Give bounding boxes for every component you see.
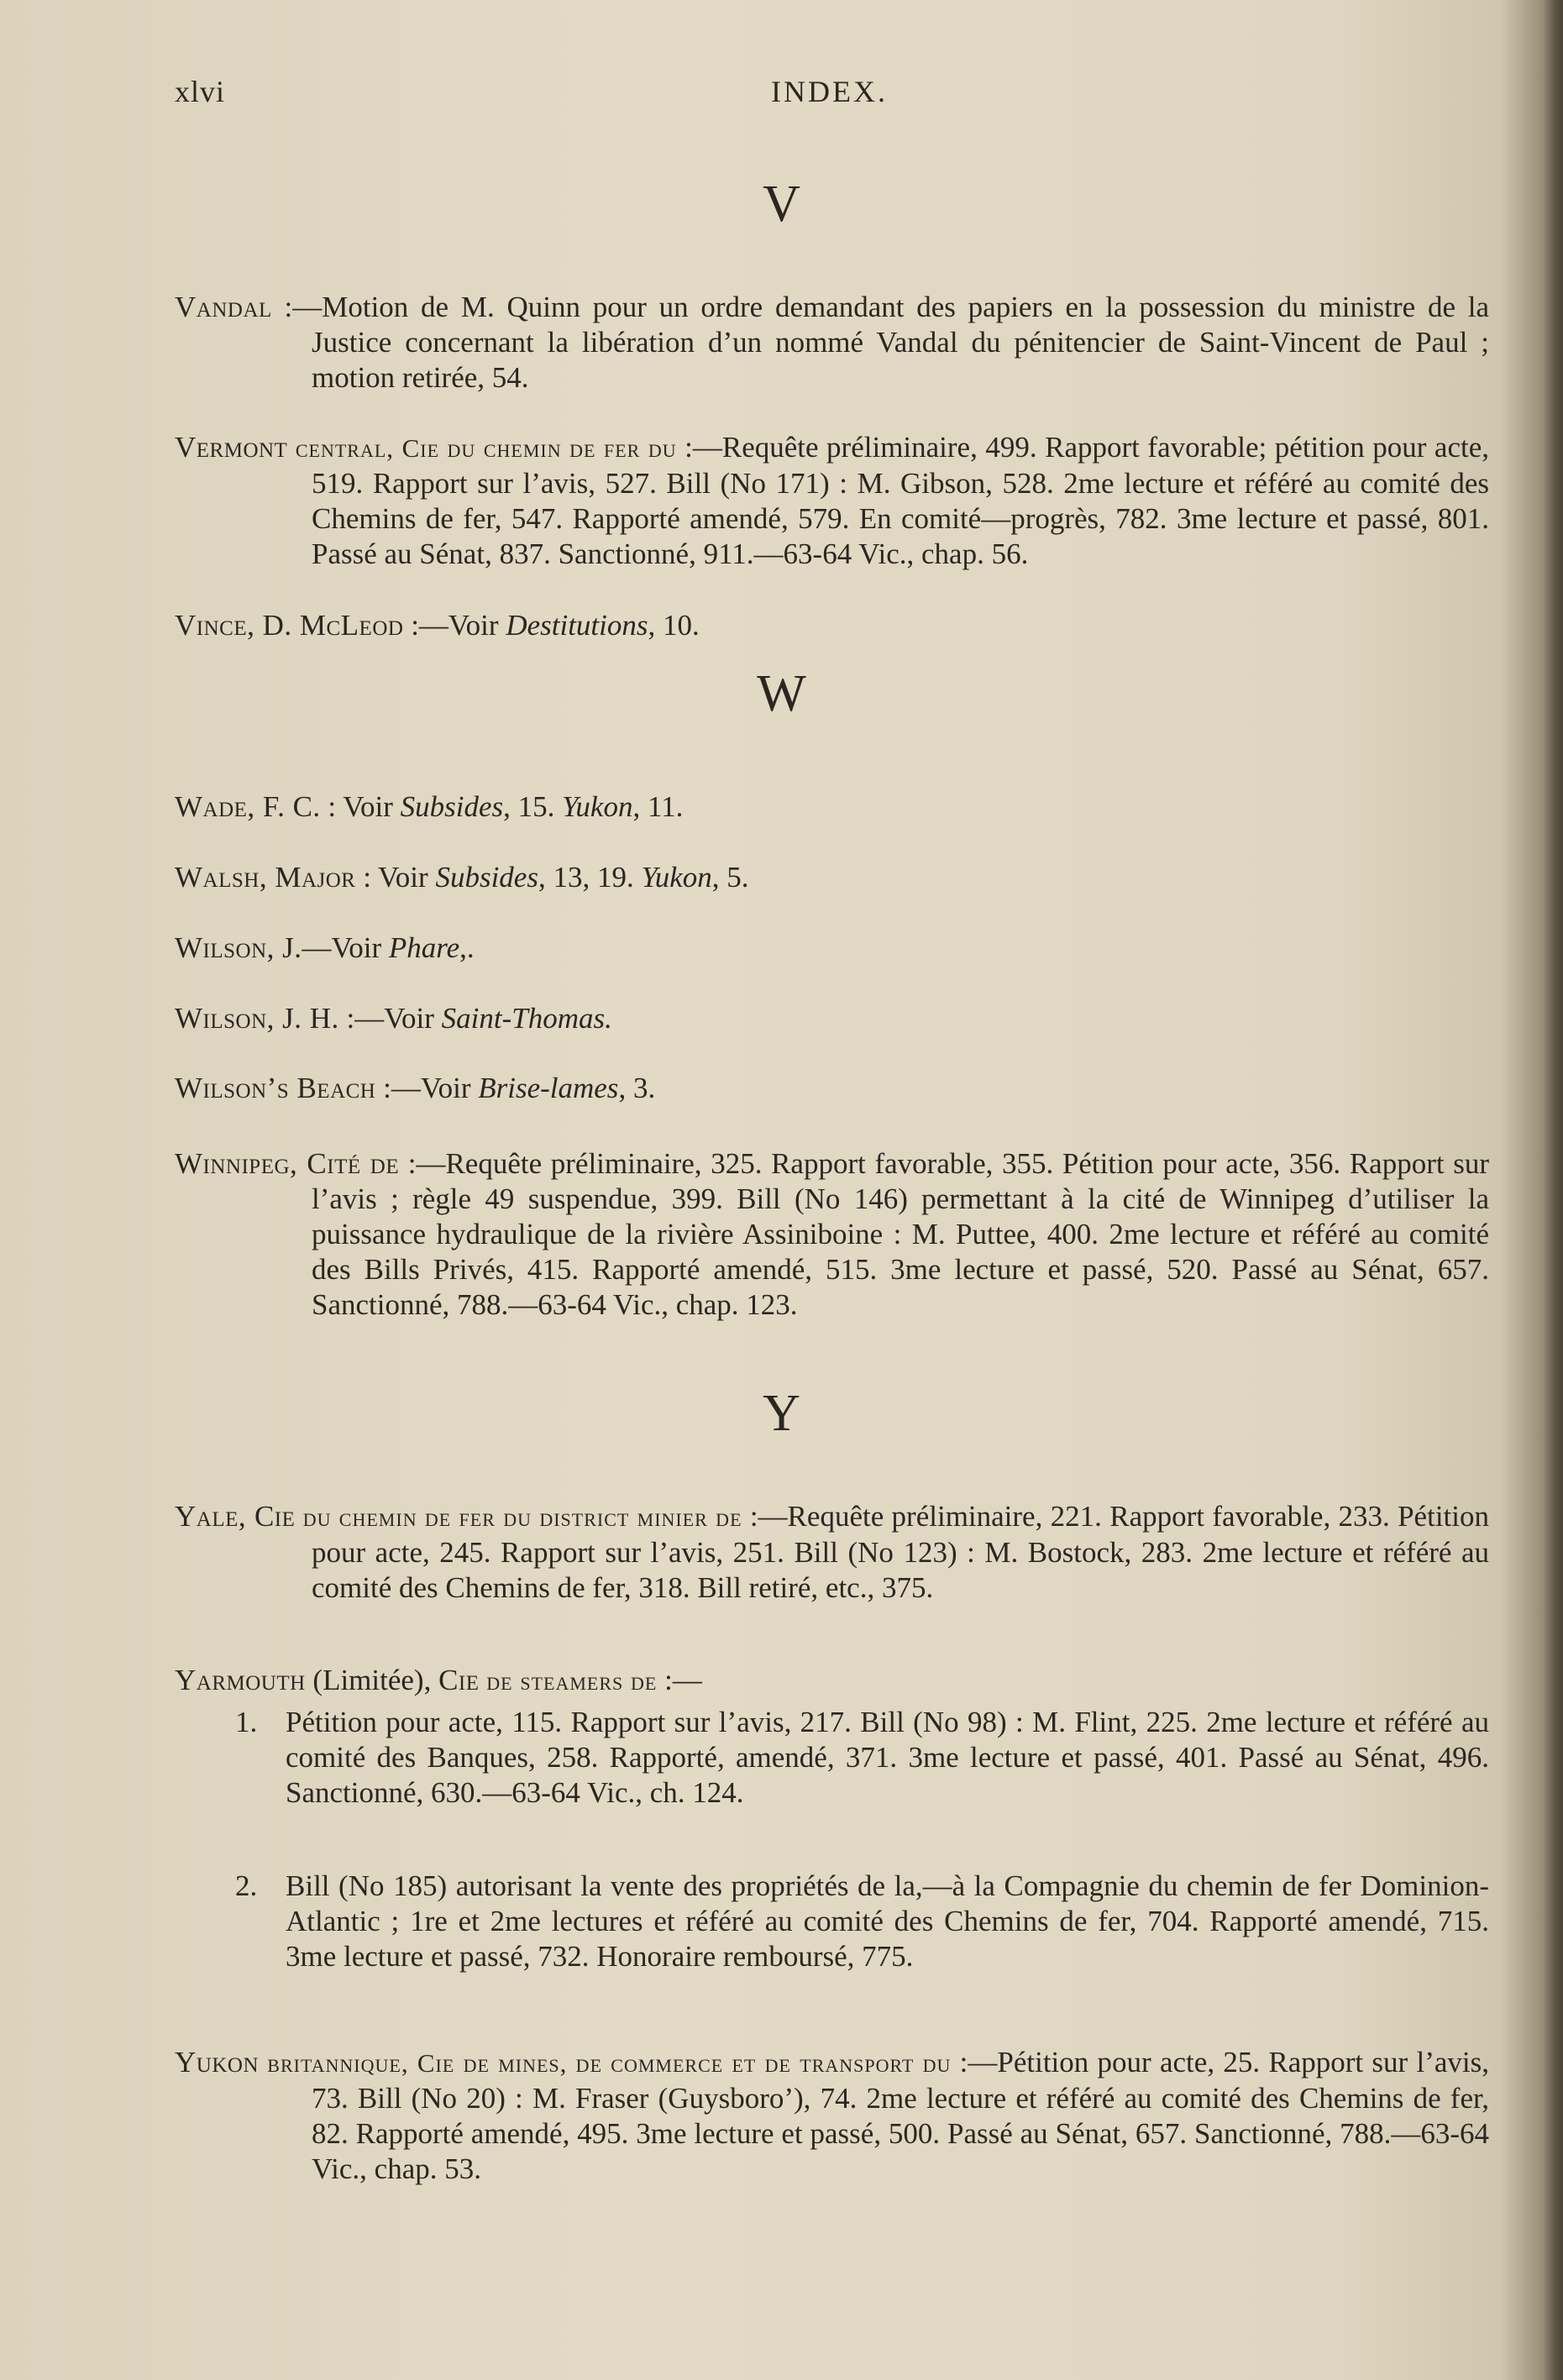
section-letter-w: W (757, 665, 806, 722)
index-entry-wilson-jh (175, 1001, 1489, 1036)
subentry-text: Pétition pour acte, 115. Rapport sur l’avis, 217. Bill (No 98) : M. Flint, 225. 2me lecture et référé au comité des Banques, 258. Rapporté, amendé, 371. 3me lecture et passé, 401. Passé au Sénat, 496. Sanctionné, 630.—63-64 Vic., ch. 124. (286, 1706, 1489, 1809)
entry-heading: Vermont (175, 431, 288, 464)
entry-heading: Yarmouth (175, 1664, 306, 1696)
cross-reference: Yukon (562, 790, 633, 823)
index-subentry-1 (235, 1705, 1489, 1811)
section-letter-y: Y (763, 1385, 800, 1442)
cross-reference: Saint-Thomas. (441, 1002, 612, 1035)
entry-body-end: , 11. (632, 790, 684, 823)
entry-heading-rest: britannique, Cie de mines, de commerce et de transport du (259, 2048, 952, 2078)
entry-heading: Walsh, Major (175, 861, 356, 894)
entry-body: :—Voir (375, 1072, 479, 1104)
running-head (175, 74, 1485, 116)
page-title: INDEX. (771, 75, 888, 108)
index-entry-yarmouth (175, 1663, 1489, 1699)
entry-heading: Wilson’s Beach (175, 1072, 376, 1104)
index-entry-vince (175, 608, 1489, 643)
entry-body: :—Requête préliminaire, 499. Rapport favorable; pétition pour acte, 519. Rapport sur l’avis, 527. Bill (No 171) : M. Gibson, 528. 2me lecture et référé au comité des Chemins de fer, 547. Rapporté amendé, 579. En comité—progrès, 782. 3me lecture et passé, 801. Passé au Sénat, 837. Sanctionné, 911.—63-64 Vic., chap. 56. (312, 431, 1490, 570)
entry-heading-rest: du chemin de fer du district minier de (295, 1502, 742, 1532)
entry-body-mid: (Limitée), (305, 1664, 439, 1696)
index-entry-vandal (175, 290, 1489, 396)
entry-heading: Vandal (175, 291, 272, 323)
entry-heading: Wilson, J. (175, 931, 302, 964)
index-entry-walsh (175, 860, 1489, 895)
cross-reference: Yukon (641, 861, 712, 894)
index-subentry-2 (235, 1869, 1489, 1974)
entry-heading-rest: de steamers de (479, 1666, 658, 1696)
entry-heading: Yukon (175, 2046, 259, 2079)
index-entry-vermont-central (175, 430, 1489, 572)
cross-reference: Subsides (400, 790, 504, 823)
entry-body: :—Requête préliminaire, 221. Rapport favorable, 233. Pétition pour acte, 245. Rapport sur l’avis, 251. Bill (No 123) : M. Bostock, 283. 2me lecture et référé au comité des Chemins de fer, 318. Bill retiré, etc., 375. (312, 1500, 1489, 1604)
cross-reference: Destitutions (506, 609, 648, 642)
page-number: xlvi (175, 75, 226, 108)
entry-body: :—Voir (338, 1002, 442, 1035)
entry-heading: Wilson, J. H. (175, 1002, 339, 1035)
entry-body: :—Voir (403, 609, 506, 642)
book-spine-shadow (1545, 0, 1563, 2380)
entry-body-mid: , 15. (503, 790, 563, 823)
subentry-number: 1. (235, 1706, 258, 1738)
index-entry-wilsons-beach (175, 1071, 1489, 1106)
entry-body: :—Requête préliminaire, 325. Rapport favorable, 355. Pétition pour acte, 356. Rapport sur l’avis ; règle 49 suspendue, 399. Bill (No 146) permettant à la cité de Winnipeg d’utiliser la puissance hydraulique de la rivière Assiniboine : M. Puttee, 400. 2me lecture et référé au comité des Bills Privés, 415. Rapporté amendé, 515. 3me lecture et passé, 520. Passé au Sénat, 657. Sanctionné, 788.—63-64 Vic., chap. 123. (312, 1147, 1489, 1321)
index-entry-wilson-j (175, 931, 1489, 966)
subentry-text: Bill (No 185) autorisant la vente des propriétés de la,—à la Compagnie du chemin de fer Dominion-Atlantic ; 1re et 2me lectures et référé au comité des Chemins de fer, 704. Rapporté amendé, 715. 3me lecture et passé, 732. Honoraire remboursé, 775. (286, 1869, 1489, 1973)
entry-body: : Voir (320, 790, 401, 823)
entry-heading: Vince, D. McLeod (175, 609, 404, 642)
entry-body: :—Motion de M. Quinn pour un ordre demandant des papiers en la possession du ministre de la Justice concernant la libération d’un nommé Vandal du pénitencier de Saint-Vincent de Paul ; motion retirée, 54. (271, 291, 1489, 394)
entry-body-end: , 10. (648, 609, 700, 642)
subentry-number: 2. (235, 1869, 258, 1902)
entry-heading: Winnipeg, Cité de (175, 1147, 400, 1180)
index-entry-winnipeg (175, 1146, 1489, 1323)
index-entry-yukon (175, 2045, 1489, 2187)
entry-body-mid: , 13, 19. (538, 861, 642, 894)
cross-reference: Brise-lames (478, 1072, 619, 1104)
section-letter-v: V (763, 176, 800, 233)
index-entry-yale (175, 1499, 1489, 1606)
entry-body: :— (657, 1664, 702, 1696)
entry-heading: Wade, F. C. (175, 790, 321, 823)
entry-body-end: , 3. (618, 1072, 656, 1104)
cross-reference: Subsides (435, 861, 538, 894)
entry-body: : Voir (355, 861, 436, 894)
entry-heading: Yale, Cie (175, 1500, 296, 1533)
entry-body: —Voir (302, 931, 389, 964)
index-entry-wade (175, 789, 1489, 825)
entry-body: :—Pétition pour acte, 25. Rapport sur l’avis, 73. Bill (No 20) : M. Fraser (Guysboro’), 74. 2me lecture et référé au comité des Chemins de fer, 82. Rapporté amendé, 495. 3me lecture et passé, 500. Passé au Sénat, 657. Sanctionné, 788.—63-64 Vic., chap. 53. (312, 2046, 1489, 2185)
entry-body-end: ,. (459, 931, 475, 964)
entry-heading-rest: central, Cie du chemin de fer du (287, 433, 677, 463)
cross-reference: Phare (388, 931, 460, 964)
entry-heading-2: Cie (438, 1664, 480, 1696)
entry-body-end: , 5. (711, 861, 749, 894)
